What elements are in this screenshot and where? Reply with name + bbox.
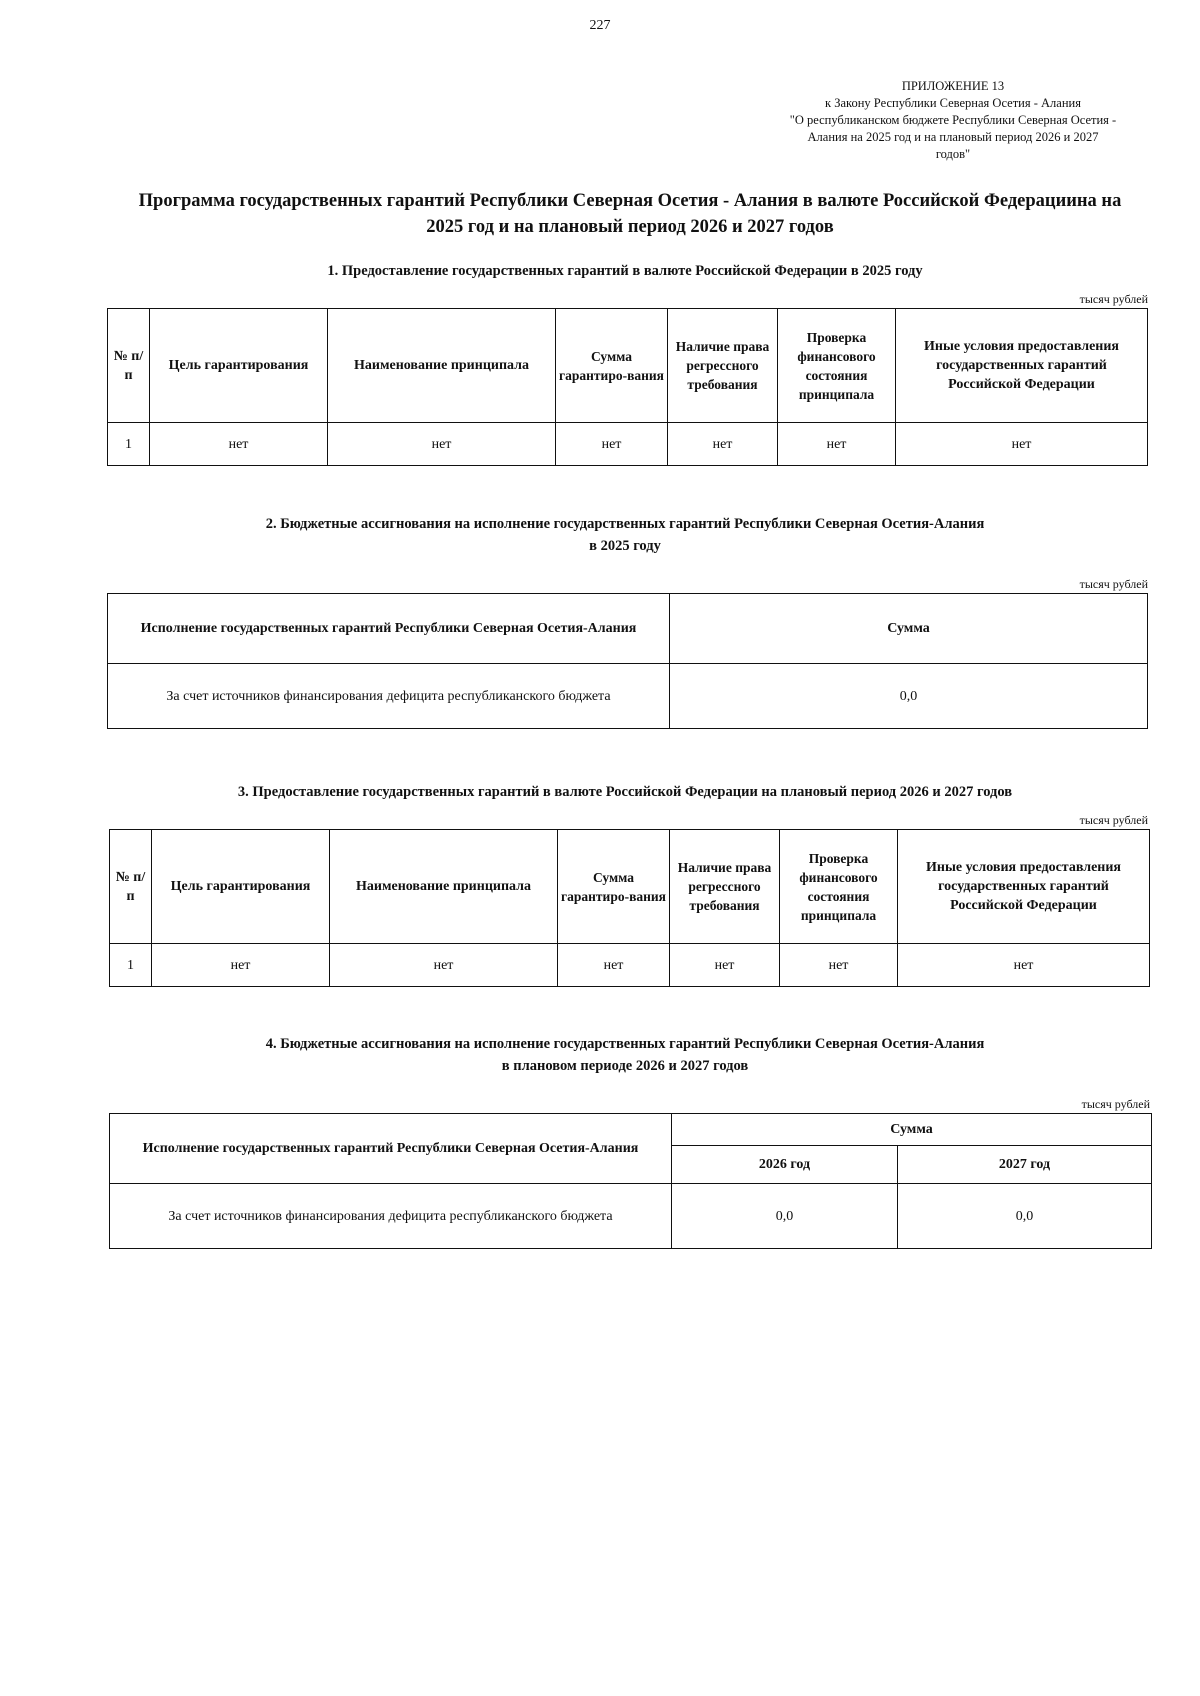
cell-source-label: За счет источников финансирования дефицита республиканского бюджета xyxy=(110,1184,672,1249)
header-check: Проверка финансового состояния принципала xyxy=(780,830,898,944)
table-row xyxy=(110,1184,1152,1249)
header-sum: Сумма xyxy=(670,594,1148,664)
section2-title-line: в 2025 году xyxy=(589,538,661,554)
cell-other: нет xyxy=(896,423,1148,466)
section4-title xyxy=(100,1033,1150,1077)
section4-unit: тысяч рублей xyxy=(1081,1097,1150,1111)
section3-table xyxy=(109,829,1150,987)
cell-purpose: нет xyxy=(150,423,328,466)
header-num: № п/п xyxy=(110,830,152,944)
cell-sum-value: 0,0 xyxy=(670,664,1148,729)
header-principal: Наименование принципала xyxy=(328,309,556,423)
cell-num: 1 xyxy=(108,423,150,466)
header-regress: Наличие права регрессного требования xyxy=(670,830,780,944)
table-row xyxy=(110,944,1150,987)
cell-check: нет xyxy=(780,944,898,987)
header-year-2026: 2026 год xyxy=(672,1146,898,1184)
header-purpose: Цель гарантирования xyxy=(152,830,330,944)
table-header-row xyxy=(108,309,1148,423)
header-check: Проверка финансового состояния принципала xyxy=(778,309,896,423)
appendix-line: к Закону Республики Северная Осетия - Алания xyxy=(825,96,1081,110)
header-sum: Сумма xyxy=(672,1114,1152,1146)
title-line: Программа государственных гарантий Республики Северная Осетия - Алания в валюте Российской Федерациина на xyxy=(138,191,1122,211)
header-year-2027: 2027 год xyxy=(898,1146,1152,1184)
appendix-header xyxy=(778,78,1128,163)
header-regress: Наличие права регрессного требования xyxy=(668,309,778,423)
header-other: Иные условия предоставления государственных гарантий Российской Федерации xyxy=(898,830,1150,944)
table-header-row xyxy=(110,1114,1152,1146)
section1-title: 1. Предоставление государственных гарантий в валюте Российской Федерации в 2025 году xyxy=(327,263,923,279)
table-header-row xyxy=(108,594,1148,664)
cell-other: нет xyxy=(898,944,1150,987)
cell-amount: нет xyxy=(556,423,668,466)
header-principal: Наименование принципала xyxy=(330,830,558,944)
title-line: 2025 год и на плановый период 2026 и 2027 годов xyxy=(426,217,834,237)
cell-check: нет xyxy=(778,423,896,466)
cell-principal: нет xyxy=(330,944,558,987)
cell-regress: нет xyxy=(668,423,778,466)
table-header-row xyxy=(110,830,1150,944)
cell-amount: нет xyxy=(558,944,670,987)
cell-purpose: нет xyxy=(152,944,330,987)
document-title xyxy=(100,188,1160,240)
section2-title xyxy=(100,513,1150,557)
section3-unit: тысяч рублей xyxy=(1079,813,1148,827)
section3-title: 3. Предоставление государственных гарантий в валюте Российской Федерации на плановый период 2026 и 2027 годов xyxy=(237,784,1013,800)
page-number: 227 xyxy=(589,18,611,33)
section4-title-line: в плановом периоде 2026 и 2027 годов xyxy=(501,1058,749,1074)
header-execution: Исполнение государственных гарантий Республики Северная Осетия-Алания xyxy=(108,594,670,664)
header-execution: Исполнение государственных гарантий Республики Северная Осетия-Алания xyxy=(110,1114,672,1184)
table-row xyxy=(108,664,1148,729)
appendix-line: "О республиканском бюджете Республики Северная Осетия - xyxy=(789,113,1117,127)
appendix-line: Алания на 2025 год и на плановый период 2026 и 2027 xyxy=(807,130,1099,144)
cell-value-2026: 0,0 xyxy=(672,1184,898,1249)
section2-unit: тысяч рублей xyxy=(1079,577,1148,591)
table-row xyxy=(108,423,1148,466)
section4-table xyxy=(109,1113,1152,1249)
cell-source-label: За счет источников финансирования дефицита республиканского бюджета xyxy=(108,664,670,729)
cell-value-2027: 0,0 xyxy=(898,1184,1152,1249)
header-num: № п/п xyxy=(108,309,150,423)
cell-num: 1 xyxy=(110,944,152,987)
cell-principal: нет xyxy=(328,423,556,466)
section1-table xyxy=(107,308,1148,466)
section1-unit: тысяч рублей xyxy=(1079,292,1148,306)
section2-title-line: 2. Бюджетные ассигнования на исполнение государственных гарантий Республики Северная Осетия-Алания xyxy=(265,516,985,532)
section4-title-line: 4. Бюджетные ассигнования на исполнение государственных гарантий Республики Северная Осетия-Алания xyxy=(265,1036,985,1052)
section2-table xyxy=(107,593,1148,729)
header-amount: Сумма гарантиро-вания xyxy=(558,830,670,944)
header-other: Иные условия предоставления государственных гарантий Российской Федерации xyxy=(896,309,1148,423)
appendix-line: ПРИЛОЖЕНИЕ 13 xyxy=(901,79,1005,93)
cell-regress: нет xyxy=(670,944,780,987)
header-purpose: Цель гарантирования xyxy=(150,309,328,423)
appendix-line: годов" xyxy=(935,147,971,161)
header-amount: Сумма гарантиро-вания xyxy=(556,309,668,423)
